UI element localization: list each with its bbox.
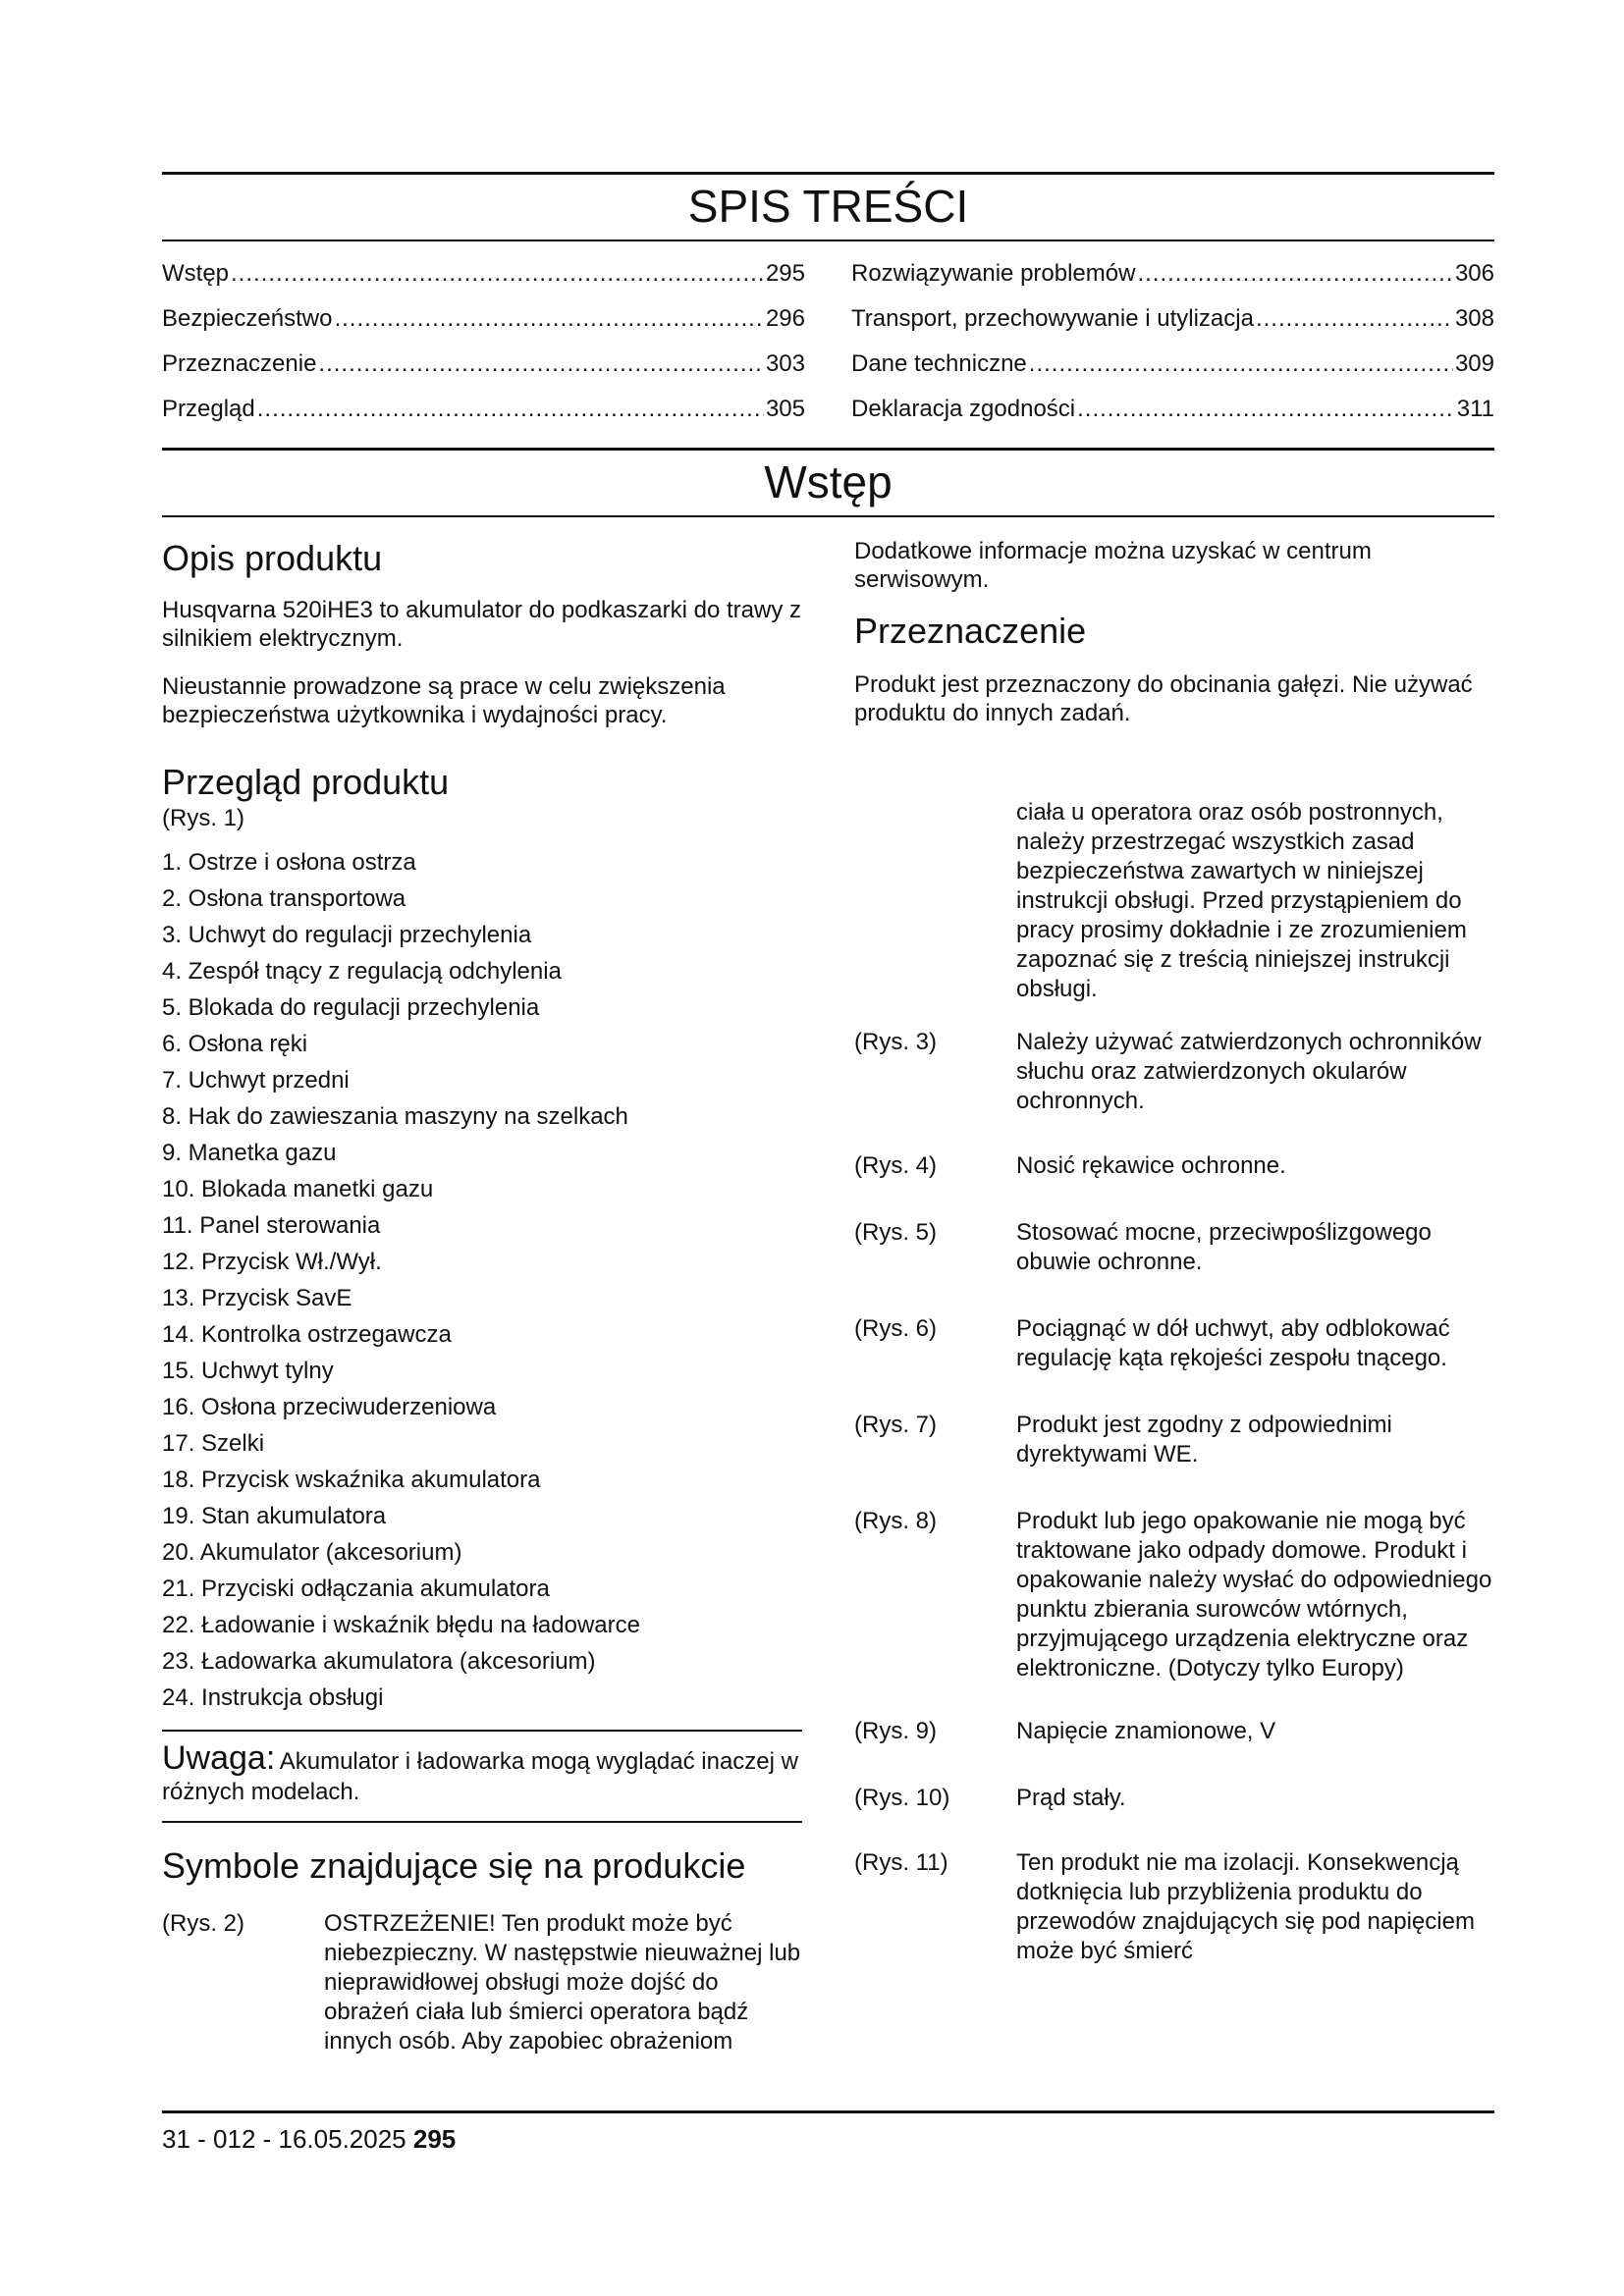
symbol-text: OSTRZEŻENIE! Ten produkt może być niebezpieczny. W następstwie nieuważnej lub nieprawidłowej obsługi może dojść do obrażeń ciała lub śmierci operatora bądź innych osób. Aby zapobiec obrażeniom	[324, 1910, 801, 2055]
list-item: 23. Ładowarka akumulatora (akcesorium)	[162, 1648, 596, 1675]
list-item: 5. Blokada do regulacji przechylenia	[162, 994, 540, 1021]
intro-title: Wstęp	[764, 456, 893, 507]
symbol-text: Nosić rękawice ochronne.	[1016, 1152, 1286, 1179]
toc-leader	[231, 251, 764, 296]
toc-leader	[318, 342, 764, 387]
list-item: 24. Instrukcja obsługi	[162, 1684, 384, 1711]
toc-entry-label: Rozwiązywanie problemów	[851, 260, 1136, 287]
list-item: 21. Przyciski odłączania akumulatora	[162, 1575, 550, 1602]
intro-top-rule	[162, 448, 1494, 451]
toc-leader	[1077, 387, 1455, 432]
toc-top-rule	[162, 172, 1494, 175]
list-item: 16. Osłona przeciwuderzeniowa	[162, 1394, 497, 1420]
toc-entry[interactable]	[851, 296, 1494, 342]
page	[162, 172, 1494, 2056]
toc-entry[interactable]	[851, 387, 1494, 432]
toc-entry-page: 296	[765, 305, 805, 332]
toc-entry-page: 309	[1454, 350, 1494, 377]
symbol-row	[854, 1151, 1494, 1181]
list-item: 8. Hak do zawieszania maszyny na szelkach	[162, 1103, 628, 1130]
symbol-row	[854, 1848, 1494, 1966]
purpose-heading: Przeznaczenie	[854, 611, 1087, 651]
purpose-text: Produkt jest przeznaczony do obcinania gałęzi. Nie używać produktu do innych zadań.	[854, 671, 1473, 726]
footer-rule	[162, 2110, 1494, 2113]
toc-right-column	[851, 251, 1494, 432]
intro-right-column	[854, 537, 1494, 729]
list-item: 12. Przycisk Wł./Wył.	[162, 1249, 382, 1275]
toc-leader	[1256, 296, 1453, 342]
toc-entry-label: Dane techniczne	[851, 350, 1027, 377]
toc-entry-page: 305	[765, 396, 805, 422]
product-description-text: Husqvarna 520iHE3 to akumulator do podkaszarki do trawy z silnikiem elektrycznym.	[162, 597, 801, 652]
symbol-figure-ref: (Rys. 6)	[854, 1315, 937, 1342]
toc-entry-label: Przegląd	[162, 396, 255, 422]
toc-leader	[334, 296, 764, 342]
symbol-figure-ref: (Rys. 9)	[854, 1718, 937, 1744]
list-item: 13. Przycisk SavE	[162, 1285, 352, 1311]
symbol-row	[854, 1507, 1494, 1683]
product-description-heading: Opis produktu	[162, 538, 383, 578]
symbol-figure-ref: (Rys. 5)	[854, 1219, 937, 1246]
overview-list	[162, 844, 802, 1716]
intro-title-rule	[162, 515, 1494, 517]
intro-left-column	[162, 537, 802, 729]
service-note-text: Dodatkowe informacje można uzyskać w centrum serwisowym.	[854, 538, 1372, 593]
symbol-row	[854, 1028, 1494, 1116]
symbol-text: Należy używać zatwierdzonych ochronników słuchu oraz zatwierdzonych okularów ochronnych.	[1016, 1029, 1482, 1114]
symbol-figure-ref: (Rys. 8)	[854, 1508, 937, 1534]
list-item: 19. Stan akumulatora	[162, 1503, 387, 1529]
footer-code: 31 - 012 - 16.05.2025	[162, 2124, 406, 2154]
toc-entry[interactable]	[162, 296, 805, 342]
symbol-row	[854, 1717, 1494, 1746]
symbol-figure-ref: (Rys. 3)	[854, 1029, 937, 1055]
main-left-column	[162, 761, 802, 2056]
overview-figure-ref: (Rys. 1)	[162, 805, 244, 831]
main-columns	[162, 761, 1494, 2056]
symbol-figure-ref: (Rys. 10)	[854, 1785, 950, 1811]
toc-entry-page: 295	[765, 260, 805, 287]
symbol-row	[854, 1314, 1494, 1373]
toc	[162, 241, 1494, 432]
toc-entry-label: Bezpieczeństwo	[162, 305, 333, 332]
symbol-text: Ten produkt nie ma izolacji. Konsekwencją dotknięcia lub przybliżenia produktu do przewodów znajdujących się pod napięciem może być śmierć	[1016, 1849, 1475, 1964]
toc-entry[interactable]	[162, 387, 805, 432]
toc-entry-page: 306	[1454, 260, 1494, 287]
toc-entry[interactable]	[851, 251, 1494, 296]
list-item: 15. Uchwyt tylny	[162, 1358, 334, 1384]
list-item: 18. Przycisk wskaźnika akumulatora	[162, 1467, 541, 1493]
symbol-text: Pociągnąć w dół uchwyt, aby odblokować regulację kąta rękojeści zespołu tnącego.	[1016, 1315, 1450, 1371]
list-item: 6. Osłona ręki	[162, 1031, 308, 1057]
symbol-text: Stosować mocne, przeciwpoślizgowego obuwie ochronne.	[1016, 1219, 1432, 1275]
toc-left-column	[162, 251, 805, 432]
footer-page-number: 295	[412, 2124, 457, 2154]
list-item: 9. Manetka gazu	[162, 1140, 337, 1166]
list-item: 20. Akumulator (akcesorium)	[162, 1539, 462, 1566]
toc-entry-label: Deklaracja zgodności	[851, 396, 1076, 422]
toc-entry-page: 308	[1454, 305, 1494, 332]
note-title: Uwaga:	[162, 1739, 276, 1777]
footer	[162, 2124, 456, 2155]
list-item: 22. Ładowanie i wskaźnik błędu na ładowarce	[162, 1612, 640, 1638]
overview-heading: Przegląd produktu	[162, 762, 450, 802]
toc-leader	[1137, 251, 1453, 296]
list-item: 2. Osłona transportowa	[162, 885, 406, 912]
symbol-row	[854, 1411, 1494, 1469]
note-text: Akumulator i ładowarka mogą wyglądać inaczej w różnych modelach.	[162, 1748, 798, 1805]
toc-leader	[257, 387, 764, 432]
intro-columns	[162, 537, 1494, 729]
symbol-row	[162, 1909, 802, 2056]
list-item: 11. Panel sterowania	[162, 1212, 381, 1239]
toc-entry-label: Przeznaczenie	[162, 350, 317, 377]
toc-entry[interactable]	[851, 342, 1494, 387]
symbol-figure-ref	[854, 798, 1016, 1004]
list-item: 3. Uchwyt do regulacji przechylenia	[162, 922, 532, 948]
toc-entry-label: Wstęp	[162, 260, 230, 287]
symbol-text: Napięcie znamionowe, V	[1016, 1718, 1276, 1744]
note-box	[162, 1730, 802, 1823]
toc-entry[interactable]	[162, 342, 805, 387]
product-improvement-text: Nieustannie prowadzone są prace w celu zwiększenia bezpieczeństwa użytkownika i wydajności pracy.	[162, 673, 726, 728]
symbol-text: Prąd stały.	[1016, 1785, 1126, 1811]
list-item: 1. Ostrze i osłona ostrza	[162, 849, 416, 876]
symbol-figure-ref: (Rys. 7)	[854, 1412, 937, 1438]
symbol-continuation-text: ciała u operatora oraz osób postronnych, należy przestrzegać wszystkich zasad bezpieczeństwa zawartych w niniejszej instrukcji obsługi. Przed przystąpieniem do pracy prosimy dokładnie i ze zrozumieniem zapoznać się z treścią niniejszej instrukcji obsługi.	[1016, 799, 1467, 1002]
symbol-row	[854, 798, 1494, 1004]
symbol-figure-ref: (Rys. 4)	[854, 1152, 937, 1179]
symbol-figure-ref: (Rys. 2)	[162, 1910, 244, 1937]
list-item: 14. Kontrolka ostrzegawcza	[162, 1321, 452, 1348]
list-item: 7. Uchwyt przedni	[162, 1067, 350, 1094]
toc-entry-page: 311	[1456, 396, 1494, 422]
list-item: 4. Zespół tnący z regulacją odchylenia	[162, 958, 562, 985]
toc-entry[interactable]	[162, 251, 805, 296]
toc-title: SPIS TREŚCI	[687, 181, 969, 232]
list-item: 10. Blokada manetki gazu	[162, 1176, 434, 1202]
main-right-column	[854, 761, 1494, 2056]
symbols-heading: Symbole znajdujące się na produkcie	[162, 1845, 746, 1886]
symbol-row	[854, 1784, 1494, 1813]
symbol-text: Produkt jest zgodny z odpowiednimi dyrektywami WE.	[1016, 1412, 1392, 1468]
toc-entry-page: 303	[765, 350, 805, 377]
toc-leader	[1029, 342, 1453, 387]
list-item: 17. Szelki	[162, 1430, 265, 1457]
symbol-row	[854, 1218, 1494, 1277]
symbol-text: Produkt lub jego opakowanie nie mogą być traktowane jako odpady domowe. Produkt i opakowanie należy wysłać do odpowiedniego punktu zbierania surowców wtórnych, przyjmującego urządzenia elektryczne oraz elektroniczne. (Dotyczy tylko Europy)	[1016, 1508, 1492, 1682]
toc-entry-label: Transport, przechowywanie i utylizacja	[851, 305, 1254, 332]
symbol-figure-ref: (Rys. 11)	[854, 1849, 948, 1876]
